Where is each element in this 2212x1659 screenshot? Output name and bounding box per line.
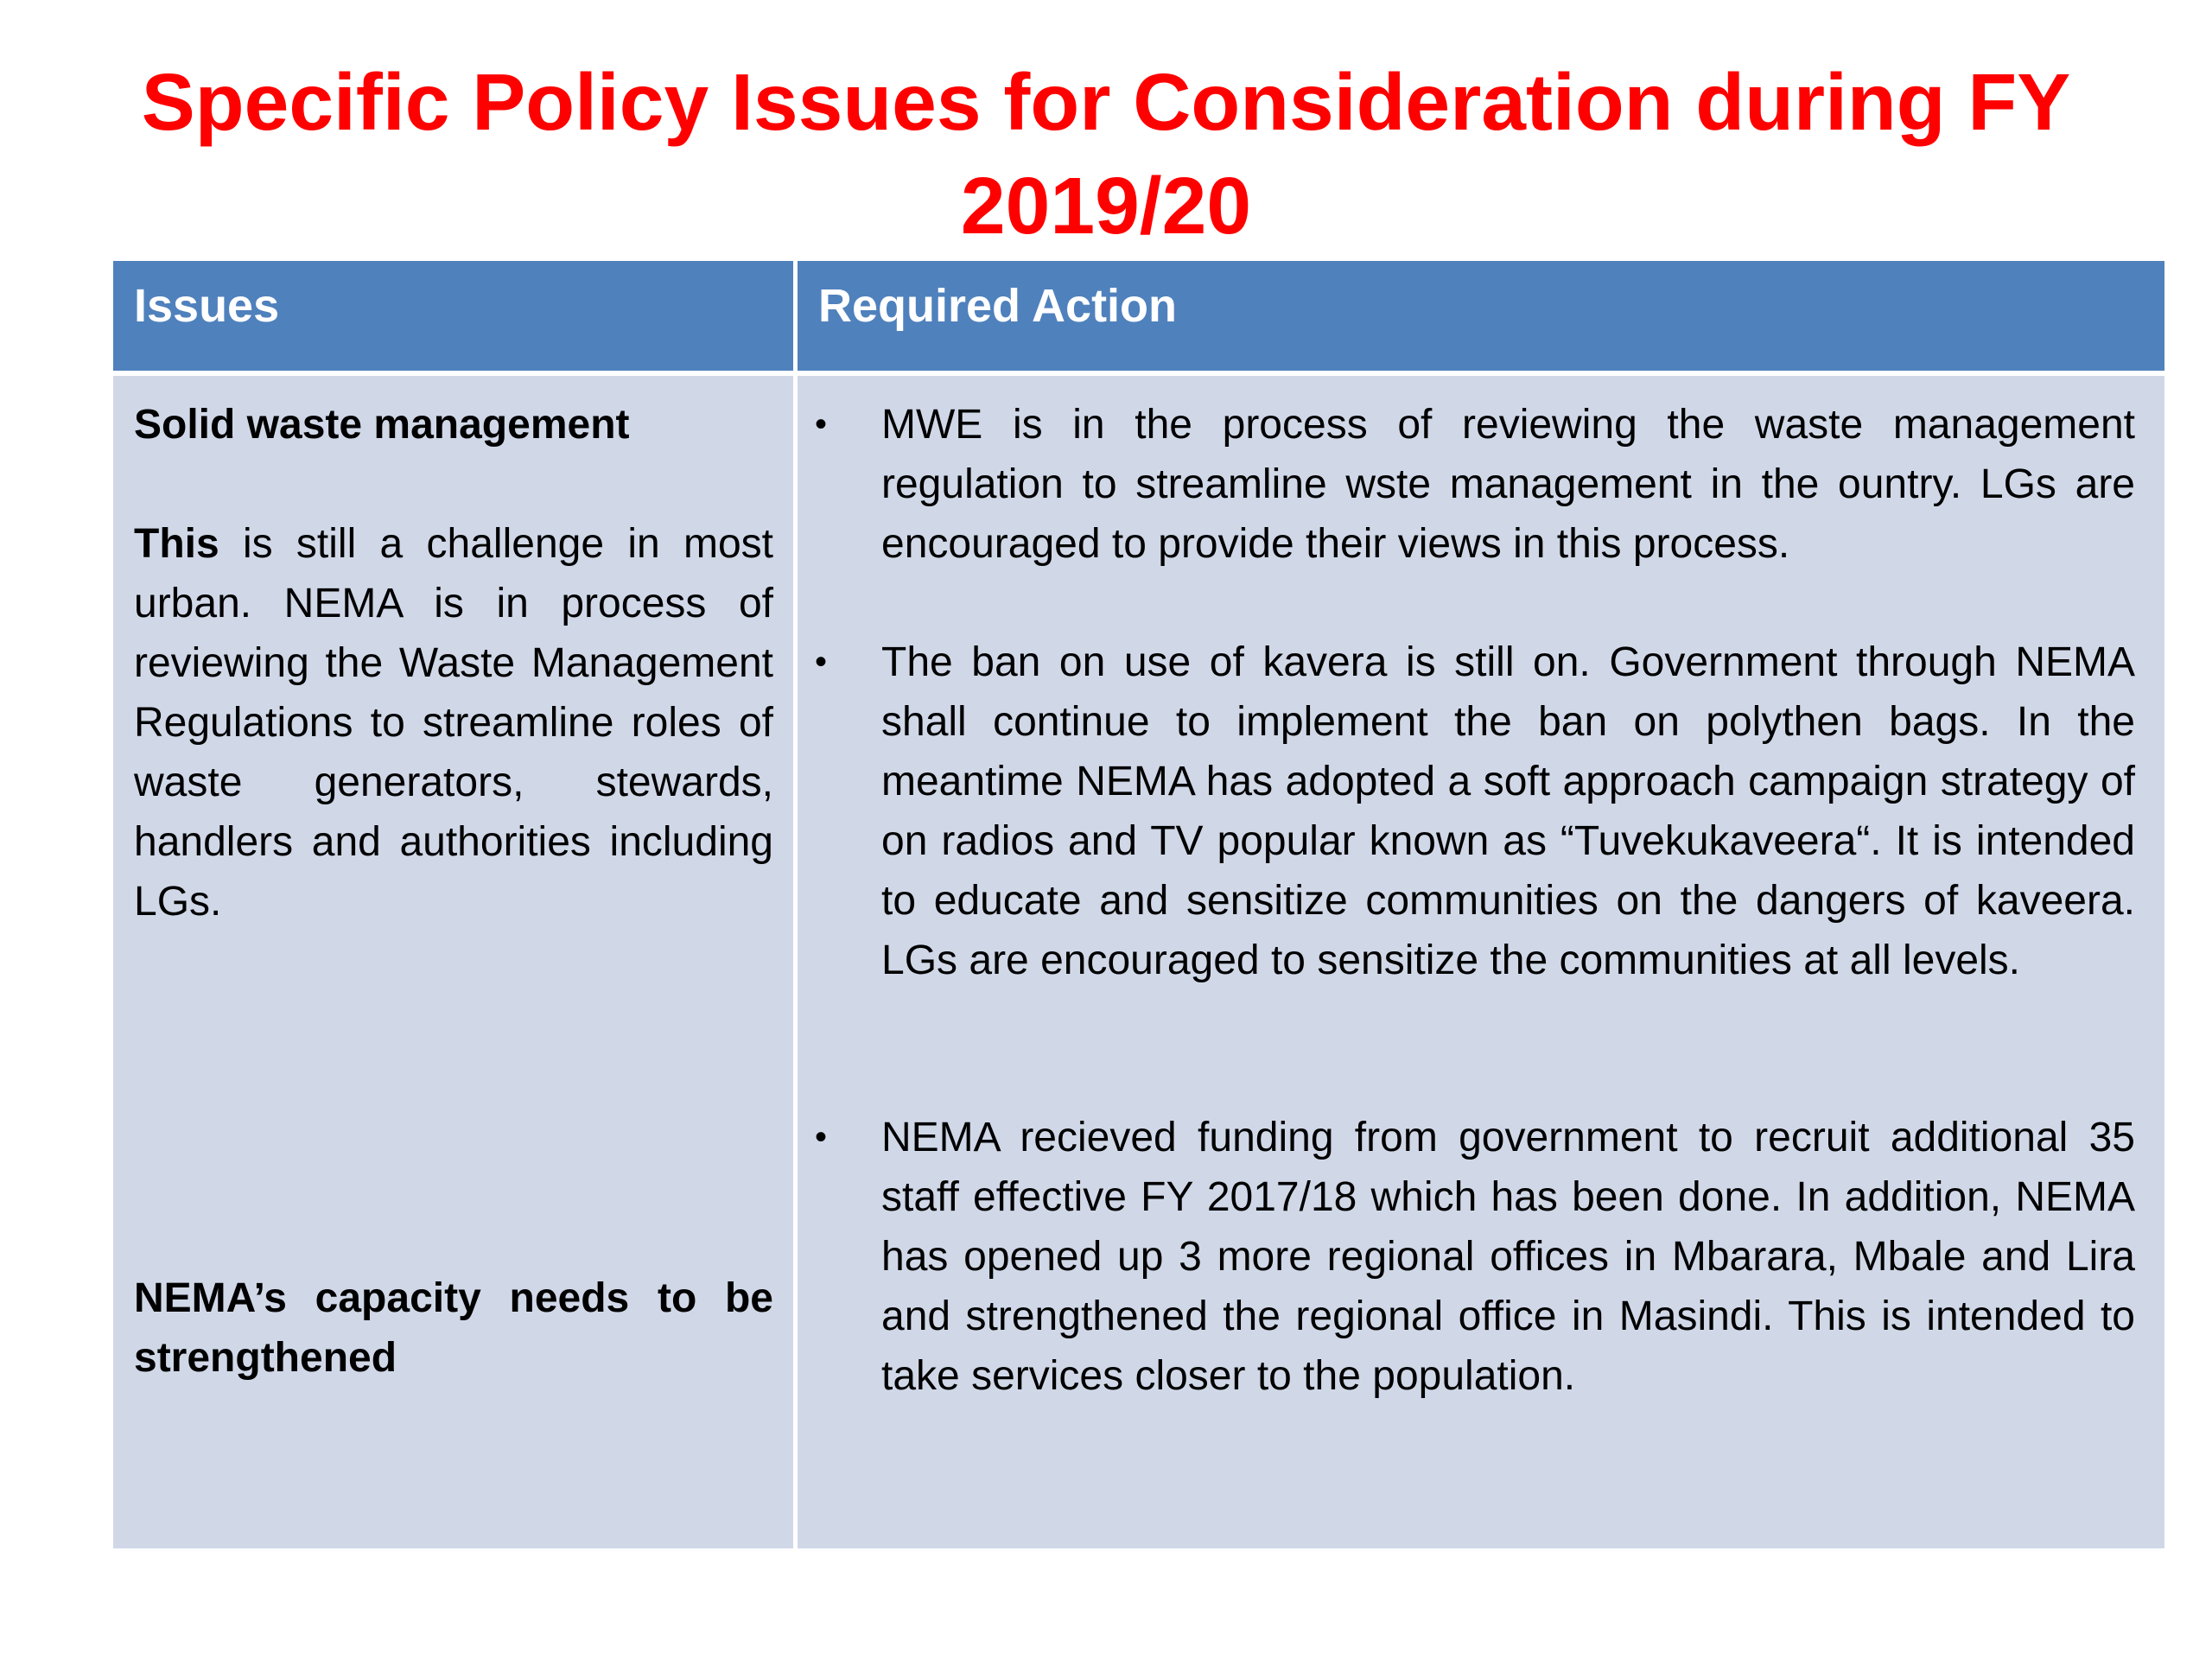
bullet-icon: • — [815, 405, 828, 443]
bullet-icon: • — [815, 1118, 828, 1156]
policy-issues-table — [113, 261, 2164, 1548]
issue-solid-waste-lead: This — [134, 521, 219, 567]
action-text-nema-funding: NEMA recieved funding from government to recruit additional 35 staff effective FY 2017/18 which has been done. In addition, NEMA has opened up 3 more regional offices in Mbarara, Mbale and Lira and strengthened the regional office in Masindi. This is intended to take services closer to the population. — [881, 1115, 2135, 1399]
issues-cell — [113, 376, 793, 1548]
issue-solid-waste-text: is still a challenge in most urban. NEMA is in process of reviewing the Waste Management Regulations to streamline roles of waste generators, stewards, handlers and authorities including LGs. — [134, 521, 773, 925]
action-text-waste-regulation: MWE is in the process of reviewing the waste management regulation to streamline wste management in the ountry. LGs are encouraged to provide their views in this process. — [881, 402, 2135, 567]
slide-title: Specific Policy Issues for Consideration during FY 2019/20 — [141, 57, 2071, 251]
header-issues: Issues — [113, 261, 793, 371]
issue-solid-waste-description — [134, 514, 773, 931]
bullet-icon: • — [815, 643, 828, 681]
actions-cell — [798, 376, 2164, 1548]
issue-solid-waste-title: Solid waste management — [134, 402, 630, 448]
action-text-kavera-ban: The ban on use of kavera is still on. Government through NEMA shall continue to implement the ban on polythen bags. In the meantime NEMA has adopted a soft approach campaign strategy of on radios and TV popular known as “Tuvekukaveera“. It is intended to educate and sensitize communities on the dangers of kaveera. LGs are encouraged to sensitize the communities at all levels. — [881, 639, 2135, 983]
issue-nema-capacity-title: NEMA’s capacity needs to be strengthened — [134, 1275, 773, 1381]
header-required-action: Required Action — [798, 261, 2164, 371]
